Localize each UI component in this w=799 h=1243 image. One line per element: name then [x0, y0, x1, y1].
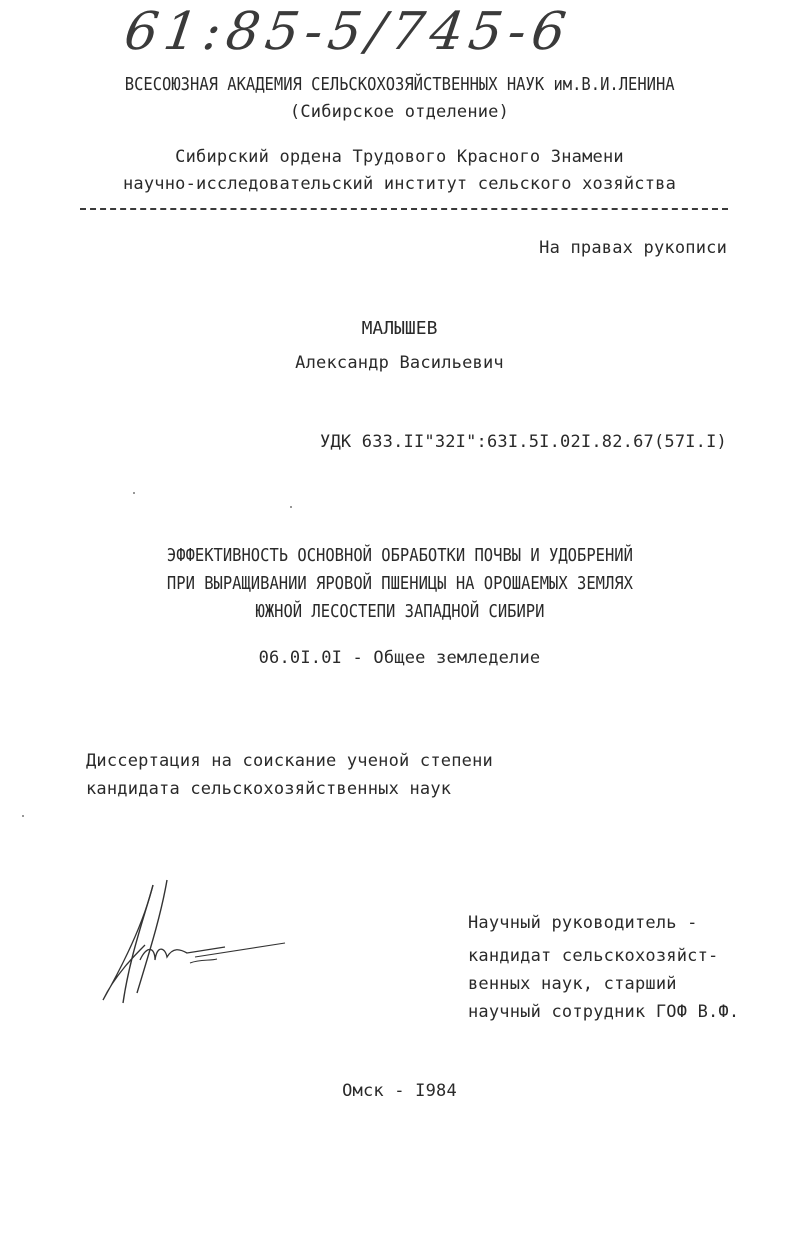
institute-line-1: Сибирский ордена Трудового Красного Знамени [175, 147, 624, 167]
place-and-year: Омск - I984 [342, 1081, 457, 1101]
thesis-title-line-2: ПРИ ВЫРАЩИВАНИИ ЯРОВОЙ ПШЕНИЦЫ НА ОРОШАЕМЫХ ЗЕМЛЯХ [166, 573, 633, 594]
supervisor-line-1: Научный руководитель - [468, 913, 698, 933]
academy-name: ВСЕСОЮЗНАЯ АКАДЕМИЯ СЕЛЬСКОХОЗЯЙСТВЕННЫХ НАУК им.В.И.ЛЕНИНА [124, 74, 675, 95]
signature-stroke [140, 947, 225, 960]
author-surname: МАЛЫШЕВ [361, 318, 438, 339]
speck [133, 492, 135, 494]
speck [22, 815, 24, 817]
supervisor-line-3: венных наук, старший [468, 974, 677, 994]
dissertation-line-2: кандидата сельскохозяйственных наук [86, 779, 452, 799]
supervisor-line-4: научный сотрудник ГОФ В.Ф. [468, 1002, 740, 1022]
handwritten-archive-number: 61:85-5/745-6 [120, 2, 576, 62]
signature-stroke [190, 959, 217, 963]
signature-stroke [103, 885, 153, 1000]
branch-name: (Сибирское отделение) [289, 102, 510, 122]
udc-code: УДК 633.II"32I":63I.5I.02I.82.67(57I.I) [320, 432, 727, 452]
header-divider [80, 208, 728, 210]
speck [290, 506, 292, 508]
manuscript-note: На правах рукописи [539, 238, 727, 258]
author-given-names: Александр Васильевич [295, 353, 504, 373]
specialty-code: 06.0I.0I - Общее земледелие [258, 648, 541, 668]
signature-stroke [137, 880, 167, 993]
thesis-title-line-1: ЭФФЕКТИВНОСТЬ ОСНОВНОЙ ОБРАБОТКИ ПОЧВЫ И УДОБРЕНИЙ [166, 545, 633, 566]
thesis-title-line-3: ЮЖНОЙ ЛЕСОСТЕПИ ЗАПАДНОЙ СИБИРИ [255, 601, 544, 622]
institute-line-2: научно-исследовательский институт сельского хозяйства [122, 174, 677, 194]
dissertation-line-1: Диссертация на соискание ученой степени [86, 751, 493, 771]
supervisor-line-2: кандидат сельскохозяйст- [468, 946, 719, 966]
signature [95, 875, 295, 1010]
